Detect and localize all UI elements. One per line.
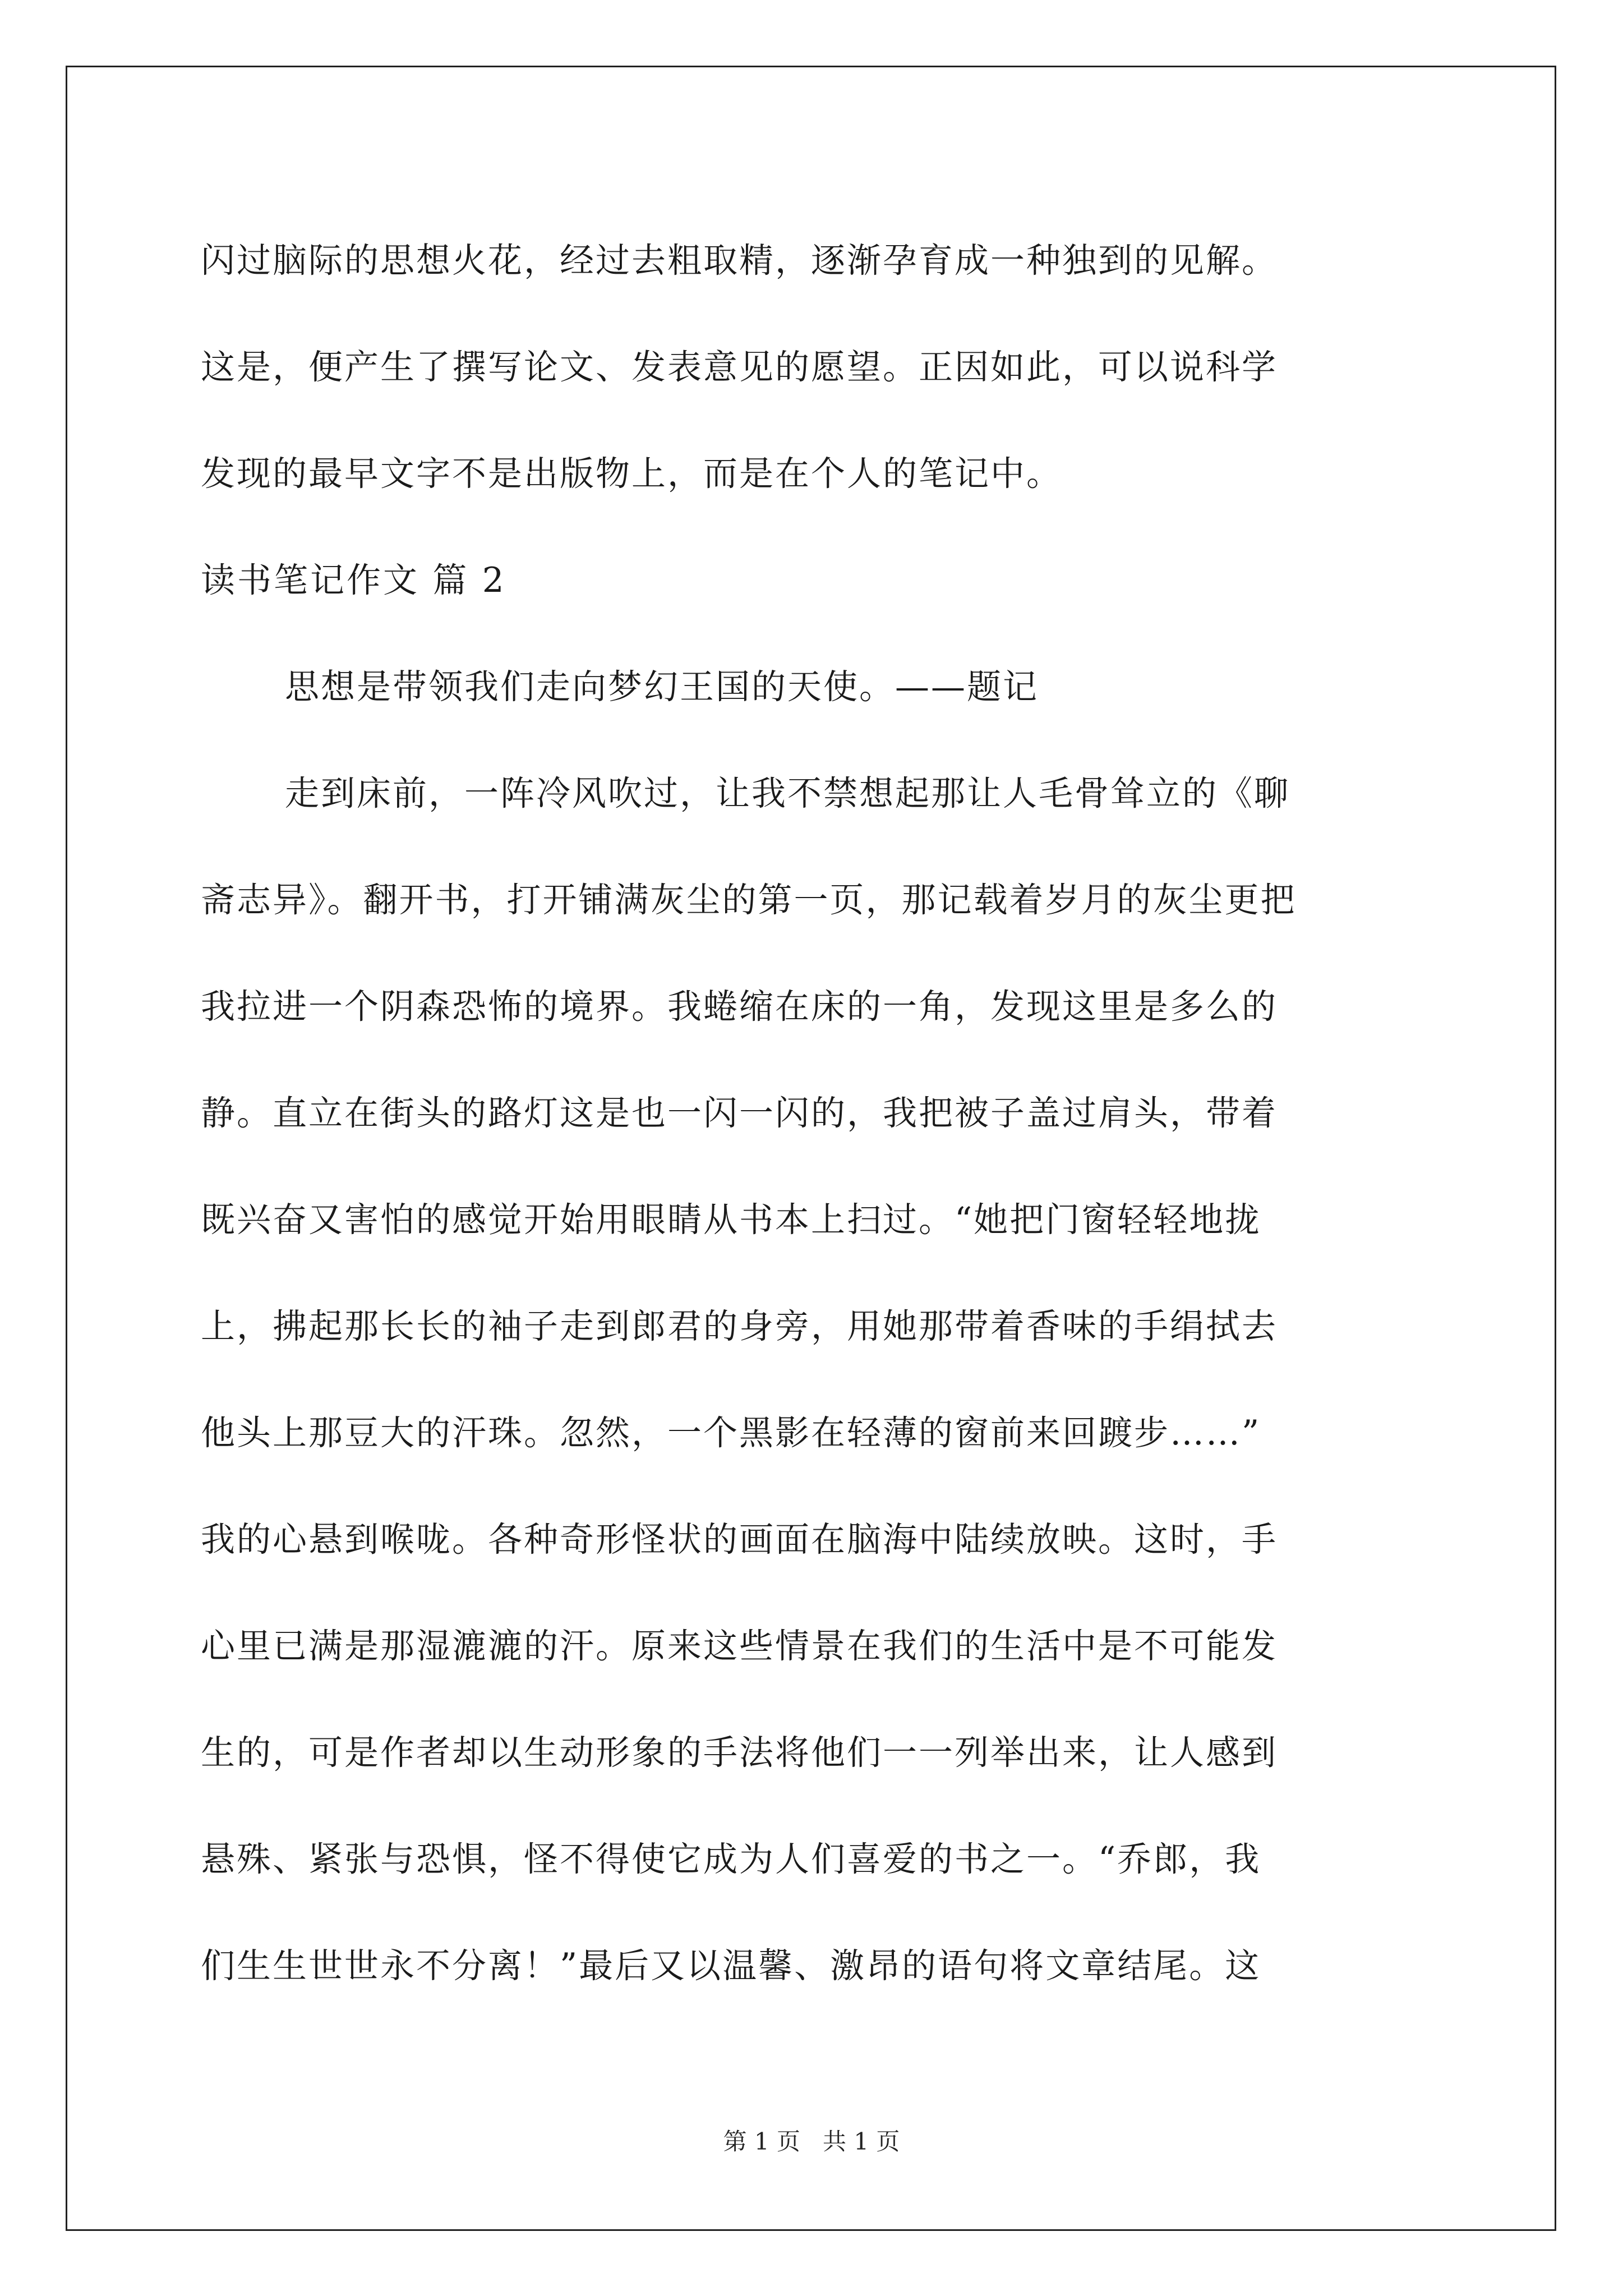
text-line-13: 我的心悬到喉咙。各种奇形怪状的画面在脑海中陆续放映。这时，手	[201, 1520, 1278, 1559]
epigraph-line: 思想是带领我们走向梦幻王国的天使。——题记	[285, 667, 1039, 707]
section-heading: 读书笔记作文 篇 2	[201, 560, 506, 600]
text-line-3: 发现的最早文字不是出版物上，而是在个人的笔记中。	[201, 454, 1063, 494]
text-line-2: 这是，便产生了撰写论文、发表意见的愿望。正因如此，可以说科学	[201, 347, 1278, 387]
page-footer	[0, 2125, 1623, 2159]
text-line-14: 心里已满是那湿漉漉的汗。原来这些情景在我们的生活中是不可能发	[201, 1626, 1278, 1666]
text-line-12: 他头上那豆大的汗珠。忽然，一个黑影在轻薄的窗前来回踱步……”	[201, 1413, 1261, 1453]
text-line-17: 们生生世世永不分离！”最后又以温馨、激昂的语句将文章结尾。这	[201, 1946, 1261, 1986]
document-body	[201, 208, 1435, 2019]
page-number: 第 1 页	[723, 2128, 800, 2155]
text-line-11: 上，拂起那长长的袖子走到郎君的身旁，用她那带着香味的手绢拭去	[201, 1306, 1278, 1346]
text-line-8: 我拉进一个阴森恐怖的境界。我蜷缩在床的一角，发现这里是多么的	[201, 987, 1278, 1027]
text-line-16: 悬殊、紧张与恐惧，怪不得使它成为人们喜爱的书之一。“乔郎，我	[201, 1839, 1261, 1879]
text-line-7: 斋志异》。翻开书，打开铺满灰尘的第一页，那记载着岁月的灰尘更把	[201, 880, 1297, 920]
text-line-1: 闪过脑际的思想火花，经过去粗取精，逐渐孕育成一种独到的见解。	[201, 241, 1278, 280]
page-total: 共 1 页	[823, 2128, 900, 2155]
text-line-10: 既兴奋又害怕的感觉开始用眼睛从书本上扫过。“她把门窗轻轻地拢	[201, 1200, 1261, 1240]
text-line-15: 生的，可是作者却以生动形象的手法将他们一一列举出来，让人感到	[201, 1733, 1278, 1773]
text-line-9: 静。直立在街头的路灯这是也一闪一闪的，我把被子盖过肩头，带着	[201, 1093, 1278, 1133]
text-line-6: 走到床前，一阵冷风吹过，让我不禁想起那让人毛骨耸立的《聊	[285, 774, 1290, 813]
